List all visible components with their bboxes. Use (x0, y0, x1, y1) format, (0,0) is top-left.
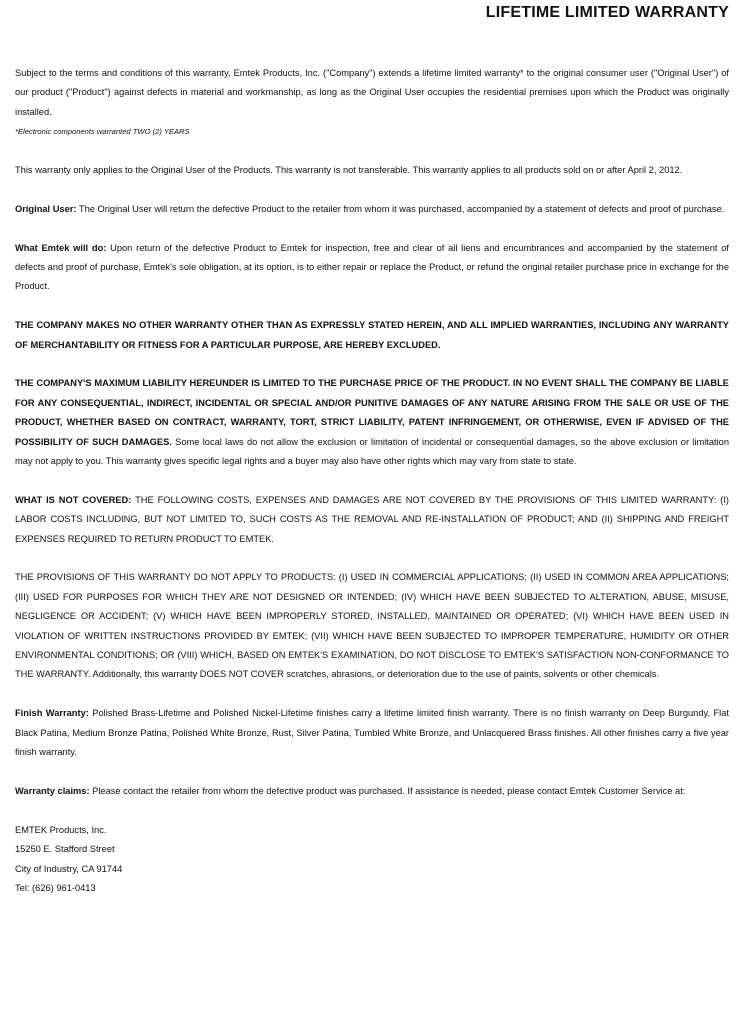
liability-paragraph: THE COMPANY'S MAXIMUM LIABILITY HEREUNDER IS LIMITED TO THE PURCHASE PRICE OF THE PRODUCT. IN NO EVENT SHALL THE COMPANY BE LIABLE FOR ANY CONSEQUENTIAL, INDIRECT, INCIDENTAL OR SPECIAL AND/OR PUNITIVE DAMAGES OF ANY NATURE ARISING FROM THE SALE OR USE OF THE PRODUCT, WHETHER BASED ON CONTRACT, WARRANTY, TORT, STRICT LIABILITY, PATENT INFRINGEMENT, OR OTHERWISE, EVEN IF ADVISED OF THE POSSIBILITY OF SUCH DAMAGES. Some local laws do not allow the exclusion or limitation of incidental or consequential damages, so the above exclusion or limitation may not apply to you. This warranty gives specific legal rights and a buyer may also have other rights which may vary from state to state. (15, 378, 729, 467)
original-user-paragraph: Original User: The Original User will return the defective Product to the retailer from whom it was purchased, accompanied by a statement of defects and proof of purchase. (15, 203, 725, 214)
address-block (15, 821, 729, 899)
applies-paragraph: This warranty only applies to the Original User of the Products. This warranty is not transferable. This warranty applies to all products sold on or after April 2, 2012. (15, 165, 683, 176)
page-title: LIFETIME LIMITED WARRANTY (485, 4, 729, 21)
intro-paragraph: Subject to the terms and conditions of this warranty, Emtek Products, Inc. ("Company") extends a lifetime limited warranty* to the original consumer user ("Original User") of our product ("Product") against defects in material and workmanship, as long as the Original User occupies the residential premises upon which the Product was originally installed. (15, 68, 729, 117)
address-phone: Tel: (626) 961-0413 (15, 882, 96, 893)
no-other-warranty-paragraph: THE COMPANY MAKES NO OTHER WARRANTY OTHER THAN AS EXPRESSLY STATED HEREIN, AND ALL IMPLIED WARRANTIES, INCLUDING ANY WARRANTY OF MERCHANTABILITY OR FITNESS FOR A PARTICULAR PURPOSE, ARE HEREBY EXCLUDED. (15, 320, 729, 350)
finish-warranty-heading: Finish Warranty: (15, 708, 89, 719)
address-company: EMTEK Products, Inc. (15, 824, 107, 835)
not-covered-paragraph: WHAT IS NOT COVERED: THE FOLLOWING COSTS, EXPENSES AND DAMAGES ARE NOT COVERED BY THE PROVISIONS OF THIS LIMITED WARRANTY: (I) LABOR COSTS INCLUDING, BUT NOT LIMITED TO, SUCH COSTS AS THE REMOVAL AND RE-INSTALLATION OF PRODUCT; AND (II) SHIPPING AND FREIGHT EXPENSES REQUIRED TO RETURN PRODUCT TO EMTEK. (15, 494, 730, 544)
provisions-paragraph: THE PROVISIONS OF THIS WARRANTY DO NOT APPLY TO PRODUCTS: (I) USED IN COMMERCIAL APPLICATIONS; (II) USED IN COMMON AREA APPLICATIONS; (III) USED FOR PURPOSES FOR WHICH THEY ARE NOT DESIGNED OR INTENDED; (IV) WHICH HAVE BEEN SUBJECTED TO ALTERATION, ABUSE, MISUSE, NEGLIGENCE OR ACCIDENT; (V) WHICH HAVE BEEN IMPROPERLY STORED, INSTALLED, MAINTAINED OR OPERATED; (VI) WHICH HAVE BEEN USED IN VIOLATION OF WRITTEN INSTRUCTIONS PROVIDED BY EMTEK; (VII) WHICH HAVE BEEN SUBJECTED TO IMPROPER TEMPERATURE, HUMIDITY OR OTHER ENVIRONMENTAL CONDITIONS; OR (VIII) WHICH, BASED ON EMTEK'S EXAMINATION, DO NOT DISCLOSE TO EMTEK'S SATISFACTION NON-CONFORMANCE TO THE WARRANTY. Additionally, this warranty DOES NOT COVER scratches, abrasions, or deterioration due to the use of paints, solvents or other chemicals. (15, 572, 729, 680)
not-covered-heading: WHAT IS NOT COVERED: (15, 494, 132, 505)
address-city: City of Industry, CA 91744 (15, 863, 123, 874)
what-emtek-heading: What Emtek will do: (15, 242, 107, 253)
warranty-claims-heading: Warranty claims: (15, 785, 90, 796)
address-street: 15250 E. Stafford Street (15, 844, 115, 855)
warranty-claims-paragraph: Warranty claims: Please contact the retailer from whom the defective product was purchased. If assistance is needed, please contact Emtek Customer Service at: (15, 785, 686, 796)
warranty-body (15, 64, 729, 898)
what-emtek-paragraph: What Emtek will do: Upon return of the defective Product to Emtek for inspection, free and clear of all liens and encumbrances and accompanied by the statement of defects and proof of purchase, Emtek's sole obligation, at its option, is to either repair or replace the Product, or refund the original retailer purchase price in exchange for the Product. (15, 242, 729, 292)
original-user-heading: Original User: (15, 203, 77, 214)
footnote: *Electronic components warranted TWO (2) YEARS (15, 127, 190, 137)
finish-warranty-paragraph: Finish Warranty: Polished Brass-Lifetime and Polished Nickel-Lifetime finishes carry a lifetime limited finish warranty. There is no finish warranty on Deep Burgundy, Flat Black Patina, Medium Bronze Patina, Polished White Bronze, Rust, Silver Patina, Tumbled White Bronze, and Unlacquered Brass finishes. All other finishes carry a five year finish warranty. (15, 708, 729, 758)
